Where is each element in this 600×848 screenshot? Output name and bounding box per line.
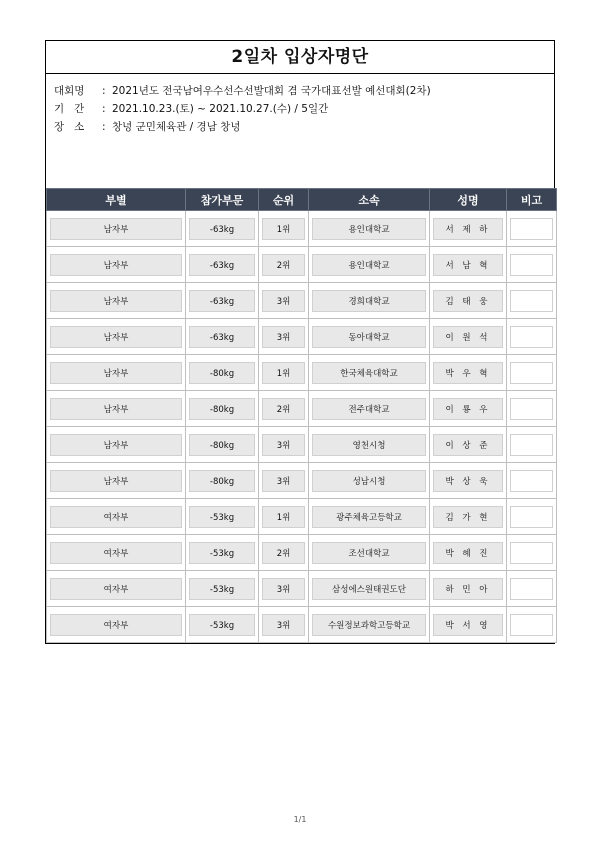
table-row [47, 499, 557, 535]
cell-name [430, 607, 507, 643]
cell-rank-value: 3위 [262, 326, 305, 348]
header-division: 부별 [47, 189, 186, 211]
cell-name-value: 김 태 웅 [433, 290, 503, 312]
cell-division-value: 남자부 [50, 470, 182, 492]
cell-category [186, 355, 259, 391]
info-label: 대회명 [54, 85, 85, 97]
cell-affiliation [309, 463, 430, 499]
cell-remarks [507, 391, 557, 427]
cell-division-value: 여자부 [50, 542, 182, 564]
cell-remarks [507, 499, 557, 535]
cell-affiliation [309, 247, 430, 283]
cell-division-value: 여자부 [50, 614, 182, 636]
cell-name-value: 박 혜 진 [433, 542, 503, 564]
cell-affiliation-value: 영천시청 [312, 434, 426, 456]
cell-rank [259, 391, 309, 427]
cell-affiliation-value: 한국체육대학교 [312, 362, 426, 384]
cell-category [186, 571, 259, 607]
cell-category [186, 427, 259, 463]
cell-rank [259, 571, 309, 607]
page-number: 1/1 [293, 815, 307, 824]
cell-category [186, 463, 259, 499]
cell-affiliation-value: 경희대학교 [312, 290, 426, 312]
cell-affiliation-value: 동아대학교 [312, 326, 426, 348]
cell-remarks [507, 463, 557, 499]
cell-division-value: 남자부 [50, 290, 182, 312]
table-body [47, 211, 557, 643]
cell-division [47, 283, 186, 319]
cell-remarks [507, 571, 557, 607]
cell-remarks-value [510, 470, 553, 492]
cell-rank [259, 247, 309, 283]
cell-category-value: -80kg [189, 470, 255, 492]
winners-table [46, 188, 557, 643]
cell-affiliation [309, 607, 430, 643]
cell-affiliation-value: 용인대학교 [312, 218, 426, 240]
table-row [47, 355, 557, 391]
cell-name-value: 박 상 욱 [433, 470, 503, 492]
table-row [47, 607, 557, 643]
cell-division [47, 355, 186, 391]
cell-affiliation-value: 삼성에스원태권도단 [312, 578, 426, 600]
cell-affiliation-value: 광주체육고등학교 [312, 506, 426, 528]
cell-category [186, 319, 259, 355]
cell-remarks [507, 355, 557, 391]
cell-name [430, 319, 507, 355]
info-value: 창녕 군민체육관 / 경남 창녕 [112, 121, 241, 133]
cell-category-value: -63kg [189, 290, 255, 312]
cell-division-value: 남자부 [50, 398, 182, 420]
cell-division-value: 여자부 [50, 506, 182, 528]
cell-rank [259, 355, 309, 391]
cell-category [186, 607, 259, 643]
cell-affiliation-value: 조선대학교 [312, 542, 426, 564]
cell-division [47, 391, 186, 427]
cell-division [47, 499, 186, 535]
cell-category-value: -80kg [189, 398, 255, 420]
cell-affiliation-value: 수원정보과학고등학교 [312, 614, 426, 636]
cell-affiliation [309, 427, 430, 463]
cell-remarks-value [510, 434, 553, 456]
cell-remarks [507, 427, 557, 463]
cell-affiliation-value: 성남시청 [312, 470, 426, 492]
cell-affiliation [309, 319, 430, 355]
cell-rank [259, 427, 309, 463]
cell-category-value: -53kg [189, 614, 255, 636]
cell-name [430, 247, 507, 283]
cell-name [430, 355, 507, 391]
header-remarks: 비고 [507, 189, 557, 211]
cell-affiliation [309, 571, 430, 607]
cell-rank-value: 2위 [262, 398, 305, 420]
cell-category [186, 247, 259, 283]
table-row [47, 319, 557, 355]
cell-division-value: 여자부 [50, 578, 182, 600]
cell-name [430, 283, 507, 319]
cell-rank-value: 2위 [262, 254, 305, 276]
cell-division-value: 남자부 [50, 362, 182, 384]
table-row [47, 535, 557, 571]
cell-rank-value: 3위 [262, 614, 305, 636]
table-row [47, 247, 557, 283]
cell-rank-value: 2위 [262, 542, 305, 564]
cell-division [47, 211, 186, 247]
cell-remarks-value [510, 614, 553, 636]
cell-rank-value: 1위 [262, 362, 305, 384]
cell-remarks [507, 319, 557, 355]
cell-division [47, 247, 186, 283]
cell-rank [259, 319, 309, 355]
cell-division [47, 571, 186, 607]
info-venue: 장 소 : 창녕 군민체육관 / 경남 창녕 [54, 118, 546, 136]
cell-name [430, 571, 507, 607]
cell-category [186, 535, 259, 571]
cell-remarks-value [510, 398, 553, 420]
info-period: 기 간 : 2021.10.23.(토) ~ 2021.10.27.(수) / 5일간 [54, 100, 546, 118]
cell-rank [259, 463, 309, 499]
cell-name-value: 박 서 영 [433, 614, 503, 636]
cell-division-value: 남자부 [50, 218, 182, 240]
cell-remarks-value [510, 290, 553, 312]
cell-category-value: -63kg [189, 218, 255, 240]
header-category: 참가부문 [186, 189, 259, 211]
cell-name-value: 이 원 석 [433, 326, 503, 348]
table-header-row [47, 189, 557, 211]
cell-category-value: -63kg [189, 326, 255, 348]
cell-name-value: 이 상 준 [433, 434, 503, 456]
cell-rank [259, 499, 309, 535]
header-rank: 순위 [259, 189, 309, 211]
cell-rank [259, 211, 309, 247]
cell-category-value: -80kg [189, 434, 255, 456]
event-info [46, 74, 554, 188]
table-row [47, 463, 557, 499]
cell-division [47, 607, 186, 643]
cell-remarks-value [510, 326, 553, 348]
page-title: 2일차 입상자명단 [46, 41, 554, 74]
cell-rank-value: 1위 [262, 506, 305, 528]
cell-name [430, 211, 507, 247]
cell-category [186, 211, 259, 247]
cell-rank-value: 1위 [262, 218, 305, 240]
cell-category-value: -80kg [189, 362, 255, 384]
cell-category-value: -53kg [189, 542, 255, 564]
cell-remarks-value [510, 218, 553, 240]
cell-category [186, 283, 259, 319]
cell-rank-value: 3위 [262, 434, 305, 456]
table-row [47, 427, 557, 463]
cell-affiliation [309, 499, 430, 535]
table-row [47, 283, 557, 319]
cell-remarks-value [510, 578, 553, 600]
cell-name [430, 391, 507, 427]
table-row [47, 391, 557, 427]
cell-division-value: 남자부 [50, 254, 182, 276]
cell-rank [259, 283, 309, 319]
cell-division [47, 535, 186, 571]
cell-category [186, 499, 259, 535]
cell-name [430, 427, 507, 463]
cell-affiliation [309, 211, 430, 247]
cell-remarks-value [510, 542, 553, 564]
cell-name-value: 하 민 아 [433, 578, 503, 600]
cell-name [430, 535, 507, 571]
cell-affiliation [309, 355, 430, 391]
cell-division [47, 463, 186, 499]
cell-division-value: 남자부 [50, 434, 182, 456]
cell-remarks [507, 247, 557, 283]
cell-category-value: -53kg [189, 578, 255, 600]
cell-rank [259, 535, 309, 571]
table-row [47, 571, 557, 607]
cell-rank [259, 607, 309, 643]
table-row [47, 211, 557, 247]
cell-rank-value: 3위 [262, 470, 305, 492]
header-name: 성명 [430, 189, 507, 211]
cell-division [47, 427, 186, 463]
info-value: 2021.10.23.(토) ~ 2021.10.27.(수) / 5일간 [112, 103, 329, 115]
cell-rank-value: 3위 [262, 290, 305, 312]
cell-name-value: 서 제 하 [433, 218, 503, 240]
cell-remarks [507, 211, 557, 247]
header-affiliation: 소속 [309, 189, 430, 211]
cell-name-value: 이 룡 우 [433, 398, 503, 420]
info-label: 장 소 [54, 121, 85, 133]
cell-affiliation [309, 535, 430, 571]
cell-rank-value: 3위 [262, 578, 305, 600]
info-event-name: 대회명 : 2021년도 전국남여우수선수선발대회 겸 국가대표선발 예선대회(2차) [54, 82, 546, 100]
cell-remarks [507, 283, 557, 319]
cell-remarks-value [510, 254, 553, 276]
info-value: 2021년도 전국남여우수선수선발대회 겸 국가대표선발 예선대회(2차) [112, 85, 431, 97]
cell-name-value: 서 남 혁 [433, 254, 503, 276]
cell-category [186, 391, 259, 427]
results-sheet [45, 40, 555, 644]
cell-affiliation [309, 283, 430, 319]
cell-category-value: -53kg [189, 506, 255, 528]
cell-remarks-value [510, 506, 553, 528]
cell-name [430, 499, 507, 535]
cell-name [430, 463, 507, 499]
cell-affiliation [309, 391, 430, 427]
cell-remarks [507, 535, 557, 571]
info-label: 기 간 [54, 103, 85, 115]
cell-remarks [507, 607, 557, 643]
cell-affiliation-value: 용인대학교 [312, 254, 426, 276]
cell-division-value: 남자부 [50, 326, 182, 348]
cell-remarks-value [510, 362, 553, 384]
cell-name-value: 박 우 혁 [433, 362, 503, 384]
cell-division [47, 319, 186, 355]
cell-name-value: 김 가 현 [433, 506, 503, 528]
cell-category-value: -63kg [189, 254, 255, 276]
cell-affiliation-value: 전주대학교 [312, 398, 426, 420]
